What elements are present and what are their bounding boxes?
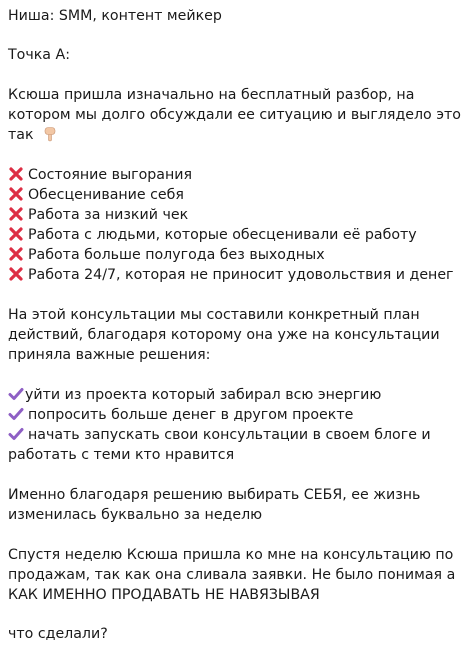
pointing-down-hand-icon	[42, 126, 58, 142]
decision-text-2: попросить больше денег в другом проекте	[28, 407, 354, 423]
check-mark-icon	[8, 406, 24, 422]
problem-item-2	[8, 185, 184, 205]
decision-continuation: работать с теми кто нравится	[8, 447, 235, 463]
decision-text-1: уйти из проекта который забирал всю энергию	[25, 387, 382, 403]
sales-line-2: продажам, так как она сливала заявки. Не было понимая а	[8, 567, 456, 583]
check-mark-icon	[8, 426, 24, 442]
problem-item-4	[8, 225, 417, 245]
intro-line-3	[8, 125, 62, 145]
result-line-2: изменилась буквально за неделю	[8, 507, 263, 523]
decision-text-3: начать запускать свои консультации в своем блоге и	[28, 427, 431, 443]
problem-item-1	[8, 165, 192, 185]
intro-line-3-text: так	[8, 127, 34, 143]
decision-item-2	[8, 405, 353, 425]
consultation-line-3: приняла важные решения:	[8, 347, 211, 363]
cross-mark-icon	[8, 166, 24, 182]
problem-item-6	[8, 265, 454, 285]
cross-mark-icon	[8, 226, 24, 242]
cross-mark-icon	[8, 246, 24, 262]
problem-text-1: Состояние выгорания	[28, 167, 193, 183]
cross-mark-icon	[8, 206, 24, 222]
consultation-line-2: действий, благодаря которому она уже на консультации	[8, 327, 440, 343]
consultation-line-1: На этой консультации мы составили конкретный план	[8, 307, 420, 323]
intro-line-1: Ксюша пришла изначально на бесплатный разбор, на	[8, 87, 415, 103]
decision-item-3	[8, 425, 431, 445]
sales-line-1: Спустя неделю Ксюша пришла ко мне на консультацию по	[8, 547, 454, 563]
problem-text-3: Работа за низкий чек	[28, 207, 189, 223]
problem-item-5	[8, 245, 325, 265]
problem-text-2: Обесценивание себя	[28, 187, 184, 203]
sales-line-3: КАК ИМЕННО ПРОДАВАТЬ НЕ НАВЯЗЫВАЯ	[8, 587, 320, 603]
cross-mark-icon	[8, 186, 24, 202]
niche-line: Ниша: SMM, контент мейкер	[8, 8, 222, 24]
point-a-heading: Точка А:	[8, 47, 70, 63]
question-line: что сделали?	[8, 626, 108, 642]
problem-text-5: Работа больше полугода без выходных	[28, 247, 325, 263]
result-line-1: Именно благодаря решению выбирать СЕБЯ, ее жизнь	[8, 487, 421, 503]
cross-mark-icon	[8, 266, 24, 282]
intro-line-2: котором мы долго обсуждали ее ситуацию и выглядело это	[8, 107, 461, 123]
problem-text-6: Работа 24/7, которая не приносит удовольствия и денег	[28, 267, 454, 283]
problem-item-3	[8, 205, 188, 225]
check-mark-icon	[8, 386, 24, 402]
decision-item-1	[8, 385, 381, 405]
problem-text-4: Работа с людьми, которые обесценивали её работу	[28, 227, 417, 243]
